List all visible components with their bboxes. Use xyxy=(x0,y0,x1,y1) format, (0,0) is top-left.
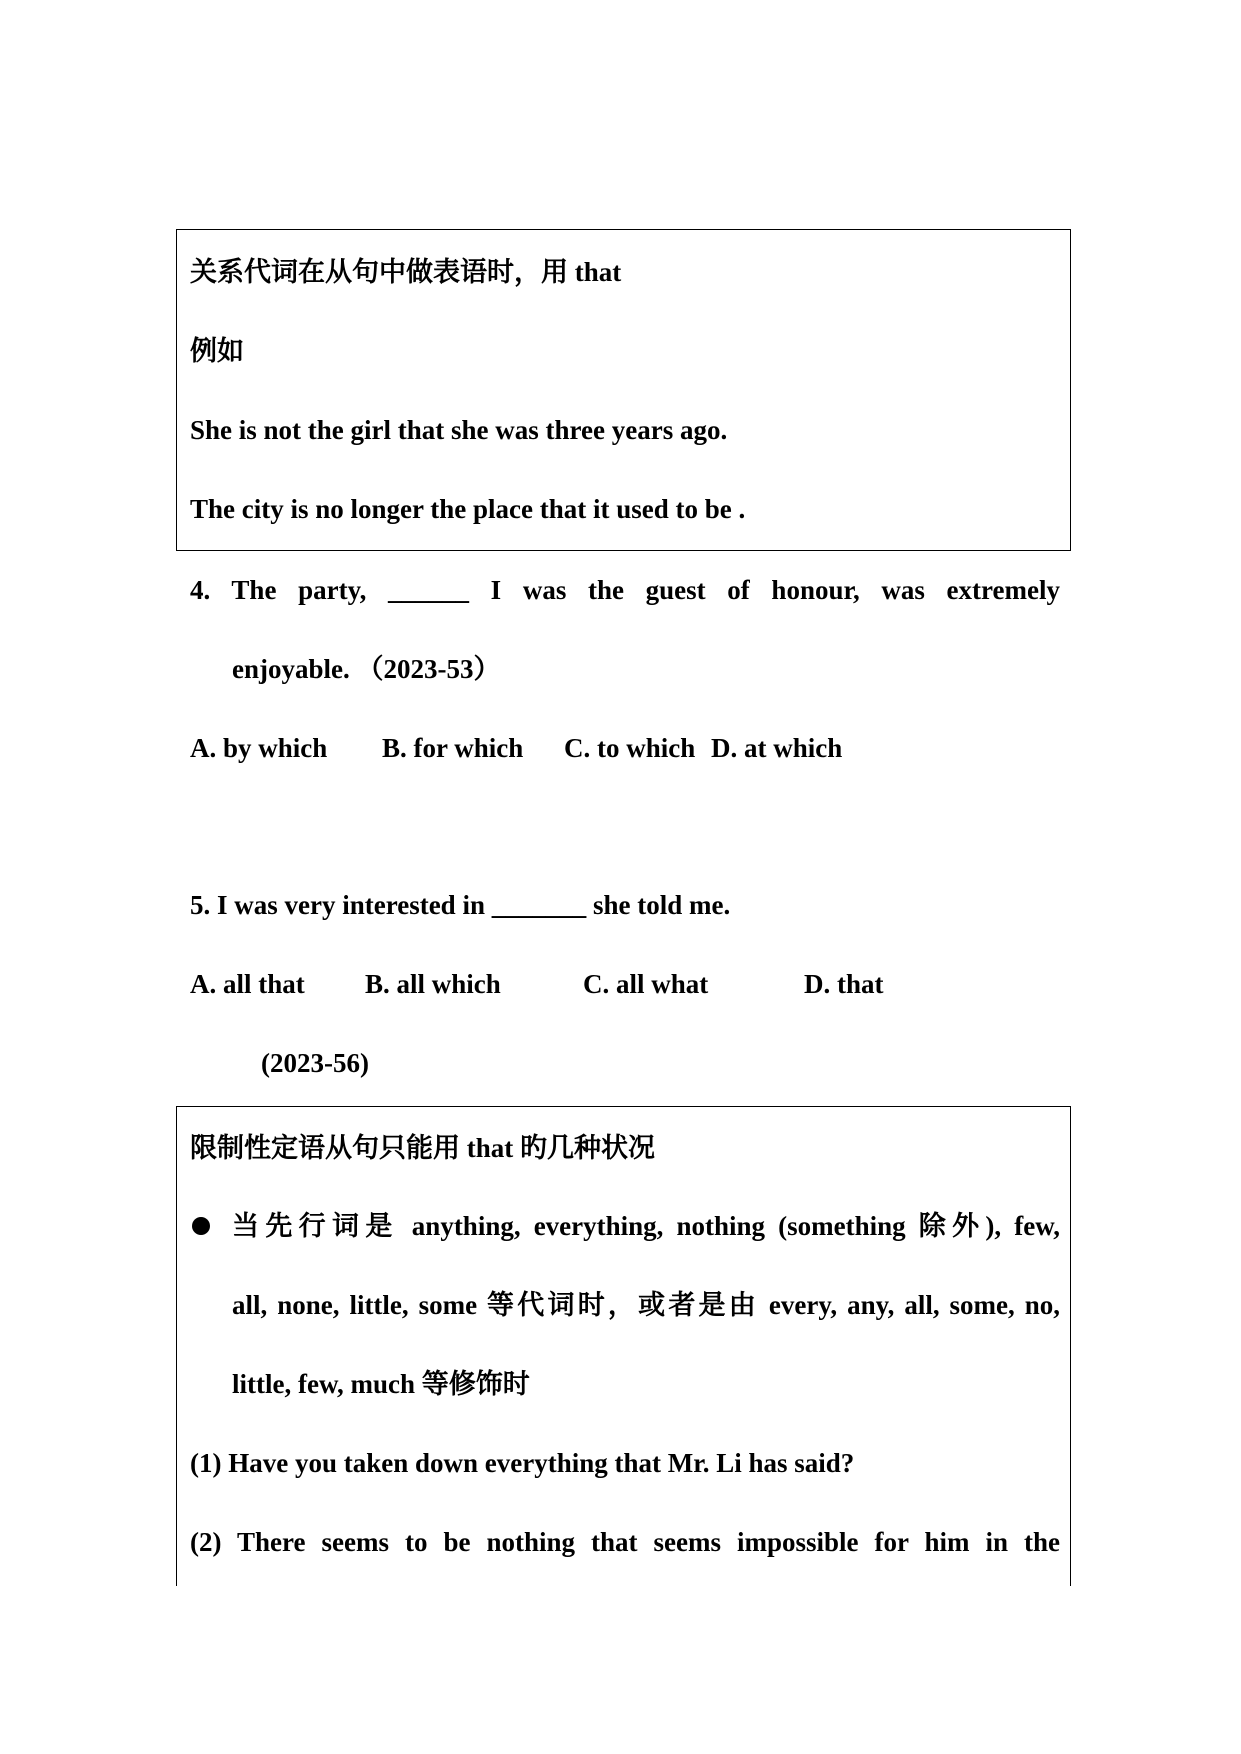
option-d: D. that xyxy=(804,969,884,999)
example-sentence-1: (1) Have you taken down everything that Mr. Li has said? xyxy=(190,1448,855,1478)
example-sentence-2: The city is no longer the place that it used to be . xyxy=(190,494,746,524)
bullet-text-line-2: all, none, little, some 等代词时，或者是由 every, any, all, some, no, xyxy=(232,1290,1060,1320)
rule-box-that-only xyxy=(176,1106,1071,1586)
example-sentence-1: She is not the girl that she was three years ago. xyxy=(190,415,728,445)
option-a: A. by which xyxy=(190,733,328,763)
example-label: 例如 xyxy=(190,336,244,366)
option-b: B. for which xyxy=(382,733,524,763)
question-5-stem: 5. I was very interested in _______ she told me. xyxy=(190,890,731,920)
bullet-icon xyxy=(192,1217,210,1235)
question-5-source: (2023-56) xyxy=(261,1048,369,1078)
option-a: A. all that xyxy=(190,969,305,999)
question-4-stem-cont: enjoyable. （2023-53） xyxy=(232,654,501,684)
option-b: B. all which xyxy=(365,969,501,999)
option-c: C. all what xyxy=(583,969,709,999)
option-c: C. to which xyxy=(564,733,696,763)
question-4-stem: 4. The party, ______ I was the guest of honour, was extremely xyxy=(190,575,1060,605)
option-d: D. at which xyxy=(711,733,843,763)
rule-heading: 关系代词在从句中做表语时，用 that xyxy=(190,257,622,287)
example-sentence-2: (2) There seems to be nothing that seems impossible for him in the xyxy=(190,1527,1060,1557)
bullet-text-line-3: little, few, much 等修饰时 xyxy=(232,1369,530,1399)
bullet-text-line-1: 当先行词是 anything, everything, nothing (something 除外), few, xyxy=(232,1211,1060,1241)
rule-heading: 限制性定语从句只能用 that 旳几种状况 xyxy=(190,1133,655,1163)
